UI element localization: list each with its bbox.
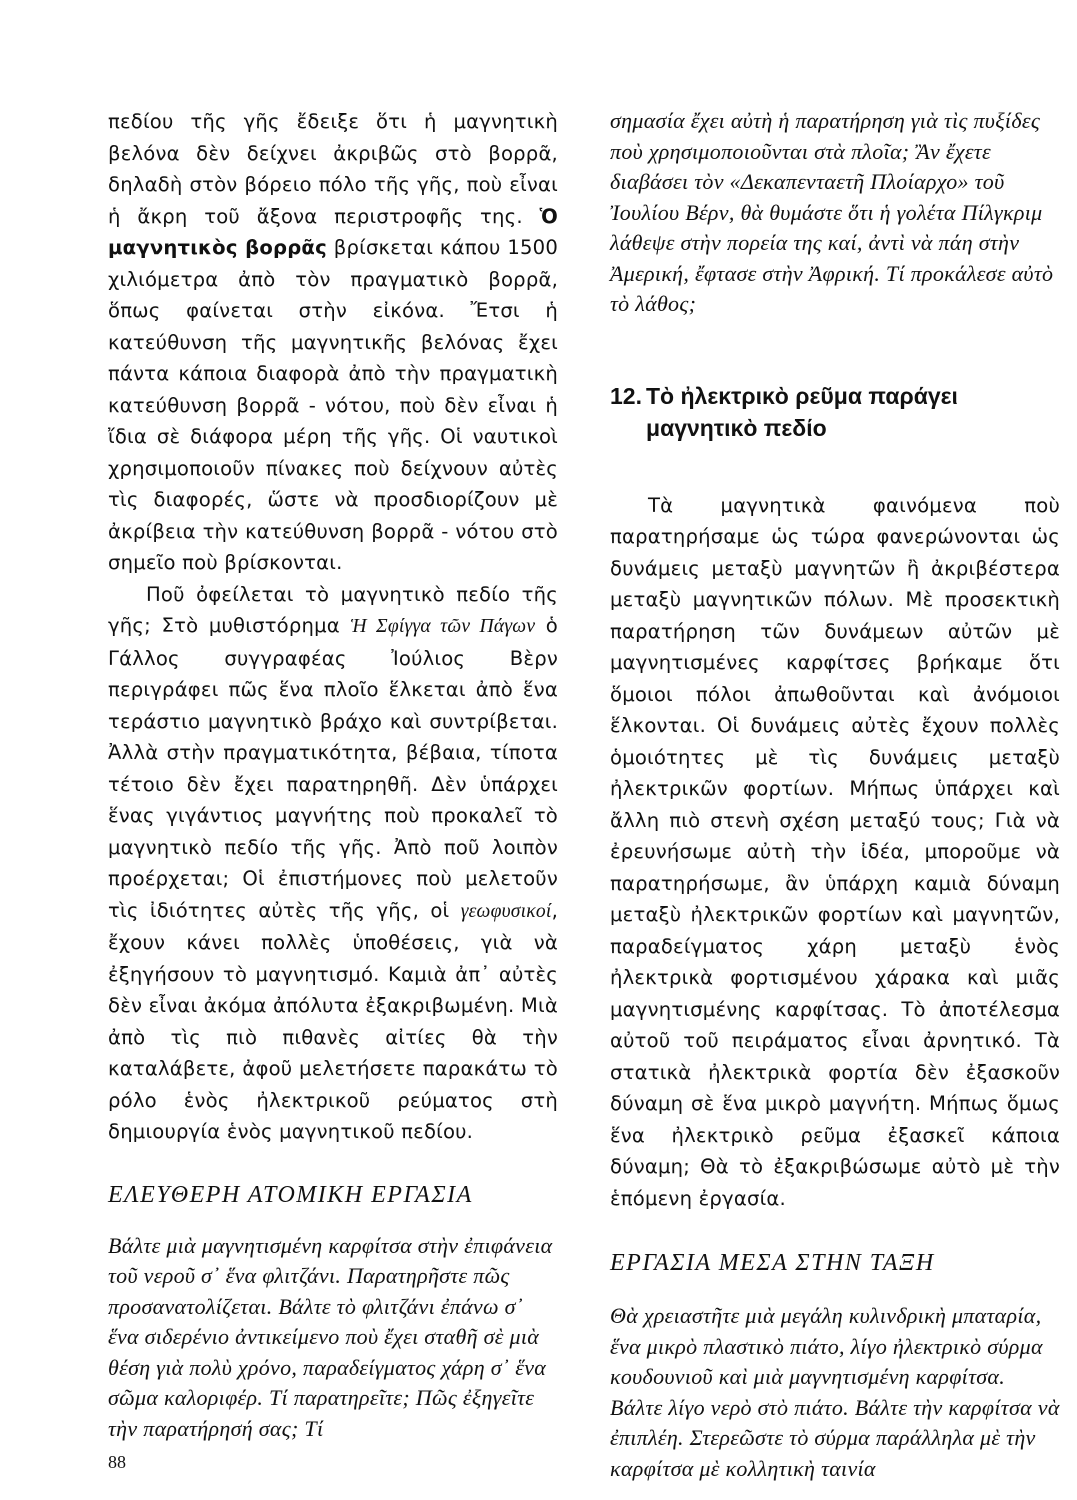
section-title-class-work: ΕΡΓΑΣΙΑ ΜΕΣΑ ΣΤΗΝ ΤΑΞΗ xyxy=(610,1250,935,1276)
section-heading-12 xyxy=(610,380,1060,444)
section-title-individual-work: ΕΛΕΥΘΕΡΗ ΑΤΟΜΙΚΗ ΕΡΓΑΣΙΑ xyxy=(108,1181,473,1208)
body-paragraph-2: Ποῦ ὀφείλεται τὸ μαγνητικὸ πεδίο τῆς γῆς; Στὸ μυθιστόρημα Ἡ Σφίγγα τῶν Πάγων ὁ Γάλλος συγγραφέας Ἰούλιος Βὲρν περιγράφει πῶς ἕνα πλοῖο ἕλκεται ἀπὸ ἕνα τεράστιο μαγνητικὸ βράχο καὶ συντρίβεται. Ἀλλὰ στὴν πραγματικότητα, βέβαια, τίποτα τέτοιο δὲν ἔχει παρατηρηθῆ. Δὲν ὑπάρχει ἕνας γιγάντιος μαγνήτης ποὺ προκαλεῖ τὸ μαγνητικὸ πεδίο τῆς γῆς. Ἀπὸ ποῦ λοιπὸν προέρχεται; Οἱ ἐπιστήμονες ποὺ μελετοῦν τὶς ἰδιότητες αὐτὲς τῆς γῆς, οἱ γεωφυσικοί, ἔχουν κάνει πολλὲς ὑποθέσεις, γιὰ νὰ ἐξηγήσουν τὸ μαγνητισμό. Καμιὰ ἀπ᾿ αὐτὲς δὲν εἶναι ἀκόμα ἀπόλυτα ἐξακριβωμένη. Μιὰ ἀπὸ τὶς πιὸ πιθανὲς αἰτίες θὰ τὴν καταλάβετε, ἀφοῦ μελετήσετε παρακάτω τὸ ρόλο ἑνὸς ἠλεκτρικοῦ ρεύματος στὴ δημιουργία ἑνὸς μαγνητικοῦ πεδίου. xyxy=(108,582,558,1143)
body-paragraph-right: Τὰ μαγνητικὰ φαινόμενα ποὺ παρατηρήσαμε ὡς τώρα φανερώνονται ὡς δυνάμεις μεταξὺ μαγνητῶν ἢ ἀκριβέστερα μεταξὺ μαγνητικῶν πόλων. Μὲ προσεκτικὴ παρατήρηση τῶν δυνάμεων αὐτῶν μὲ μαγνητισμένες καρφίτσες βρήκαμε ὅτι ὅμοιοι πόλοι ἀπωθοῦνται καὶ ἀνόμοιοι ἕλκονται. Οἱ δυνάμεις αὐτὲς ἔχουν πολλὲς ὁμοιότητες μὲ τὶς δυνάμεις μεταξὺ ἠλεκτρικῶν φορτίων. Μήπως ὑπάρχει καὶ ἄλλη πιὸ στενὴ σχέση μεταξύ τους; Γιὰ νὰ ἐρευνήσωμε αὐτὴ τὴν ἰδέα, μποροῦμε νὰ παρατηρήσωμε, ἂν ὑπάρχη καμιὰ δύναμη μεταξὺ ἠλεκτρικῶν φορτίων καὶ μαγνητῶν, παραδείγματος χάρη μεταξὺ ἑνὸς ἠλεκτρικὰ φορτισμένου χάρακα καὶ μιᾶς μαγνητισμένης καρφίτσας. Τὸ ἀποτέλεσμα αὐτοῦ τοῦ πειράματος εἶναι ἀρνητικό. Τὰ στατικὰ ἠλεκτρικὰ φορτία δὲν ἐξασκοῦν δύναμη σὲ ἕνα μικρὸ μαγνήτη. Μήπως ὅμως ἕνα ἠλεκτρικὸ ρεῦμα ἐξασκεῖ κάποια δύναμη; Θὰ τὸ ἐξακριβώσωμε αὐτὸ μὲ τὴν ἑπόμενη ἐργασία. xyxy=(610,493,1060,1210)
italic-title: Ἡ Σφίγγα τῶν Πάγων xyxy=(350,616,536,637)
exercise-text-right: Θὰ χρειαστῆτε μιὰ μεγάλη κυλινδρικὴ μπαταρία, ἕνα μικρὸ πλαστικὸ πιάτο, λίγο ἠλεκτρικὸ σύρμα κουδουνιοῦ καὶ μιὰ μαγνητισμένη καρφίτσα. Βάλτε λίγο νερὸ στὸ πιάτο. Βάλτε τὴν καρφίτσα νὰ ἐπιπλέη. Στερεῶστε τὸ σύρμα παράλληλα μὲ τὴν καρφίτσα μὲ κολλητικὴ ταινία xyxy=(610,1303,1060,1481)
continued-exercise-text: σημασία ἔχει αὐτὴ ἡ παρατήρηση γιὰ τὶς πυξίδες ποὺ χρησιμοποιοῦνται στὰ πλοῖα; Ἂν ἔχετε διαβάσει τὸν «Δεκαπενταετῆ Πλοίαρχο» τοῦ Ἰουλίου Βέρν, θὰ θυμάστε ὅτι ἡ γολέτα Πίλγκριμ λάθεψε στὴν πορεία της καί, ἀντὶ νὰ πάη στὴν Ἀμερική, ἔφτασε στὴν Ἀφρική. Τί προκάλεσε αὐτὸ τὸ λάθος; xyxy=(610,108,1054,316)
page-number: 88 xyxy=(108,1452,126,1472)
italic-term: γεωφυσικοί xyxy=(460,900,552,922)
bold-term: Ὁ μαγνητικὸς βορρᾶς xyxy=(108,204,558,259)
heading-line-2: μαγνητικὸ πεδίο xyxy=(646,414,827,441)
heading-line-1: Τὸ ἠλεκτρικὸ ρεῦμα παράγει xyxy=(646,382,958,409)
right-column xyxy=(610,106,1060,1484)
exercise-text-left: Βάλτε μιὰ μαγνητισμένη καρφίτσα στὴν ἐπιφάνεια τοῦ νεροῦ σ᾿ ἕνα φλιτζάνι. Παρατηρῆστε πῶς προσανατολίζεται. Βάλτε τὸ φλιτζάνι ἐπάνω σ᾿ ἕνα σιδερένιο ἀντικείμενο ποὺ ἔχει σταθῆ σὲ μιὰ θέση γιὰ πολὺ χρόνο, παραδείγματος χάρη σ᾿ ἕνα σῶμα καλοριφέρ. Τί παρατηρεῖτε; Πῶς ἐξηγεῖτε τὴν παρατήρησή σας; Τί xyxy=(108,1232,553,1441)
heading-number: 12. xyxy=(610,382,642,409)
left-column xyxy=(108,106,558,1444)
body-paragraph-1: πεδίου τῆς γῆς ἔδειξε ὅτι ἡ μαγνητικὴ βελόνα δὲν δείχνει ἀκριβῶς στὸ βορρᾶ, δηλαδὴ στὸν βόρειο πόλο τῆς γῆς, ποὺ εἶναι ἡ ἄκρη τοῦ ἄξονα περιστροφῆς της. Ὁ μαγνητικὸς βορρᾶς βρίσκεται κάπου 1500 χιλιόμετρα ἀπὸ τὸν πραγματικὸ βορρᾶ, ὅπως φαίνεται στὴν εἰκόνα. Ἔτσι ἡ κατεύθυνση τῆς μαγνητικῆς βελόνας ἔχει πάντα κάποια διαφορὰ ἀπὸ τὴν πραγματικὴ κατεύθυνση βορρᾶ - νότου, ποὺ δὲν εἶναι ἡ ἴδια σὲ διάφορα μέρη τῆς γῆς. Οἱ ναυτικοὶ χρησιμοποιοῦν πίνακες ποὺ δείχνουν αὐτὲς τὶς διαφορές, ὥστε νὰ προσδιορίζουν μὲ ἀκρίβεια τὴν κατεύθυνση βορρᾶ - νότου στὸ σημεῖο ποὺ βρίσκονται. xyxy=(108,110,558,574)
